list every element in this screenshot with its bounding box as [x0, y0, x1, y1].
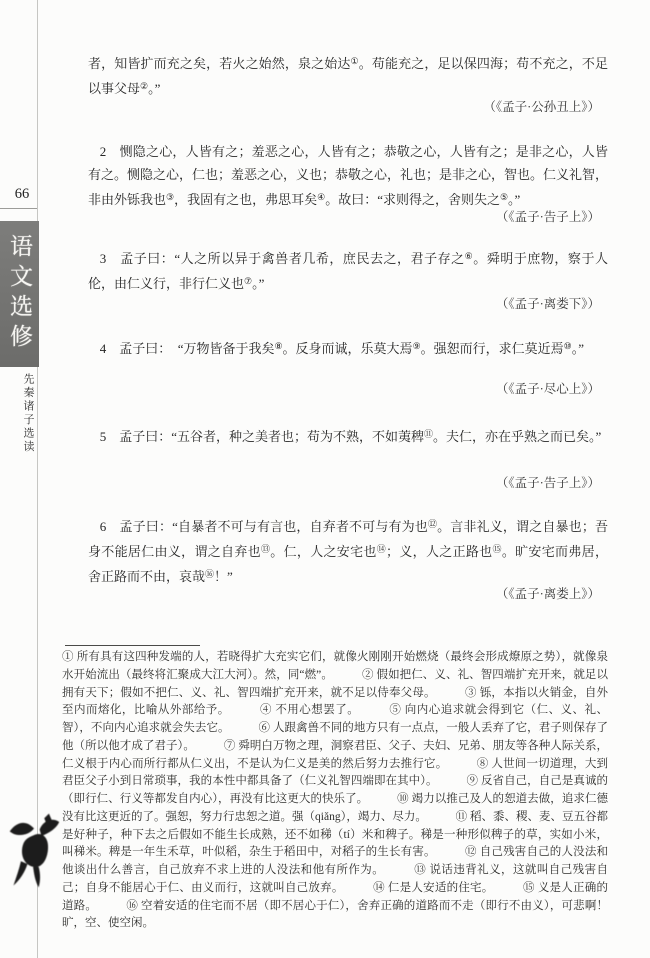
series-subtitle: 先秦诸子选读 — [22, 373, 34, 454]
passage-6-source: （《孟子·离娄上》） — [495, 587, 600, 601]
footnote-item-2: ② 假如把仁、义、礼、智四端扩充开来，就足以拥有天下；假如不把仁、义、礼、智四端扩充开来，就不足以侍奉父母。 — [62, 668, 608, 699]
passage-intro-source: （《孟子·公孙丑上》） — [483, 100, 600, 114]
passages-area — [62, 0, 610, 958]
footnote-item-4: ④ 不用心想罢了。 — [259, 704, 354, 717]
series-title-calligraphy: 语文选修 — [7, 234, 32, 354]
footnote-divider — [65, 645, 200, 646]
footnote-item-16: ⑯ 空着安适的住宅而不居（即不居心于仁），舍弃正确的道路而不走（即行不由义），可悲啊！旷，空、使空闲。 — [62, 899, 609, 930]
footnotes-text — [62, 649, 608, 933]
passage-4-text: 4 孟子曰： “万物皆备于我矣⑧。反身而诚，乐莫大焉⑨。强恕而行，求仁莫近焉⑩。” — [99, 341, 585, 356]
footnote-item-14: ⑭ 仁是人安适的住宅。 — [373, 881, 488, 894]
footnote-item-9: ⑨ 反省自己，自己是真诚的（即行仁、行义等都发自内心），再没有比这更大的快乐了。 — [62, 775, 609, 805]
footnote-item-7: ⑦ 舜明白万物之理，洞察君臣、父子、夫妇、兄弟、朋友等各种人际关系，仁义根于内心而所行都从仁义出，不是认为仁义是美的然后努力去推行它。 — [62, 739, 609, 770]
footnote-item-8: ⑧ 人世间一切道理，大到君臣父子小到日常琐事，我的本性中都具备了（仁义礼智四端即在其中）。 — [62, 757, 609, 788]
footnote-item-11: ⑪ 稻、黍、稷、麦、豆五谷都是好种子，种下去之后假如不能生长成熟，还不如稊（tí）米和稗子。稊是一种形似稗子的草，实如小米，叫稊米。稗是一年生禾草，叶似稻，杂生于稻田中，对稻子的生长有害。 — [62, 810, 609, 859]
passage-6-text: 6 孟子曰：“自暴者不可与有言也，自弃者不可与有为也⑫。言非礼义，谓之自暴也；吾身不能居仁由义，谓之自弃也⑬。仁，人之安宅也⑭；义，人之正路也⑮。旷安宅而弗居，舍正路而不由，哀哉⑯！” — [88, 519, 608, 584]
footnote-item-10: ⑩ 竭力以推己及人的恕道去做，追求仁德没有比这更近的了。强恕，努力行忠恕之道。强（qiǎng），竭力、尽力。 — [62, 793, 609, 823]
footnote-item-3: ③ 铄，本指以火销金，自外至内而熔化，比喻从外部给予。 — [62, 686, 609, 717]
passage-4-source: （《孟子·尽心上》） — [495, 382, 600, 396]
passage-2-text: 2 恻隐之心，人皆有之；羞恶之心，人皆有之；恭敬之心，人皆有之；是非之心，人皆有之。恻隐之心，仁也；羞恶之心，义也；恭敬之心，礼也；是非之心，智也。仁义礼智，非由外铄我也③，我固有之也，弗思耳矣④。故曰：“求则得之，舍则失之⑤。” — [88, 144, 609, 207]
footnote-item-6: ⑥ 人跟禽兽不同的地方只有一点点，一般人丢弃了它，君子则保存了他（所以他才成了君子）。 — [62, 722, 609, 752]
bronze-vessel-ink-mark-icon — [6, 812, 62, 888]
passage-5-text: 5 孟子曰：“五谷者，种之美者也；苟为不熟，不如荑稗⑪。夫仁，亦在乎熟之而已矣。” — [99, 429, 602, 444]
page-number-rule — [0, 208, 37, 209]
passage-5-source: （《孟子·告子上》） — [495, 476, 600, 490]
passage-intro-text: 者，知皆扩而充之矣，若火之始然，泉之始达①。苟能充之，足以保四海；苟不充之，不足以事父母②。” — [88, 56, 608, 96]
passage-3-source: （《孟子·离娄下》） — [495, 297, 600, 311]
footnote-item-12: ⑫ 自己残害自己的人没法和他谈出什么善言，自己放弃不求上进的人没法和他有所作为。 — [62, 846, 609, 876]
passage-2-source: （《孟子·告子上》） — [495, 210, 600, 224]
footnote-item-13: ⑬ 说话违背礼义，这就叫自己残害自己；自身不能居心于仁、由义而行，这就叫自己放弃。 — [62, 864, 609, 894]
footnote-item-1: ① 所有具有这四种发端的人，若晓得扩大充实它们，就像火刚刚开始燃烧（最终会形成燎原之势），就像泉水开始流出（最终将汇聚成大江大河）。然，同“燃”。 — [62, 651, 608, 681]
footnote-item-5: ⑤ 向内心追求就会得到它（仁、义、礼、智），不向内心追求就会失去它。 — [62, 704, 609, 734]
footnote-item-15: ⑮ 义是人正确的道路。 — [62, 881, 608, 912]
page-number: 66 — [14, 186, 30, 202]
passage-3-text: 3 孟子曰：“人之所以异于禽兽者几希，庶民去之，君子存之⑥。舜明于庶物，察于人伦，由仁义行，非行仁义也⑦。” — [88, 251, 608, 291]
series-banner — [0, 221, 39, 367]
